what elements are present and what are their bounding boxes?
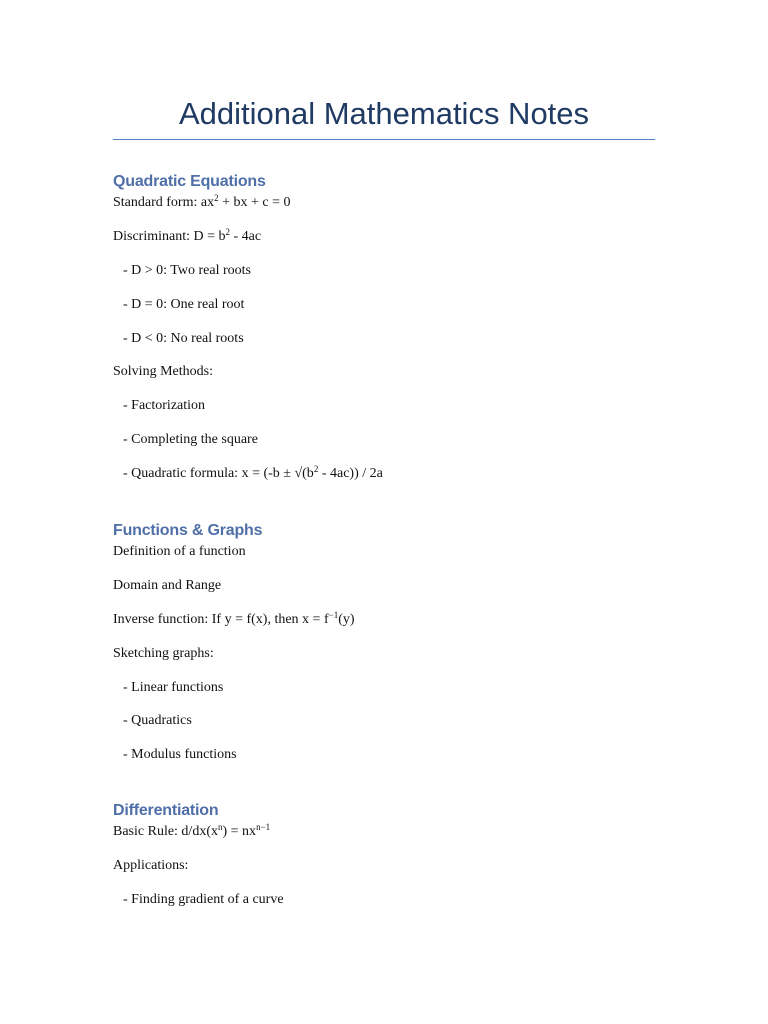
line-text: - Quadratics	[123, 713, 192, 729]
note-line	[113, 228, 655, 246]
section-heading: Differentiation	[113, 802, 219, 819]
line-text: Applications:	[113, 857, 189, 873]
line-text: Domain and Range	[113, 577, 222, 593]
line-text: - D = 0: One real root	[123, 296, 245, 312]
section-functions-graphs	[113, 520, 655, 780]
bullet-line	[113, 465, 655, 483]
superscript: n−1	[256, 822, 271, 832]
line-text: - D > 0: Two real roots	[123, 262, 251, 278]
note-line	[113, 857, 655, 875]
line-text: Definition of a function	[113, 544, 246, 559]
line-text: - D < 0: No real roots	[123, 330, 244, 346]
bullet-line	[113, 330, 655, 348]
bullet-line	[113, 679, 655, 697]
line-text: - 4ac)) / 2a	[318, 466, 383, 482]
document-title: Additional Mathematics Notes	[178, 96, 590, 131]
superscript: n	[218, 822, 223, 832]
line-text: Basic Rule: d/dx(x	[113, 824, 218, 839]
line-text: - Completing the square	[123, 432, 258, 448]
line-text: Standard form: ax	[113, 195, 215, 210]
superscript: 2	[313, 464, 319, 475]
section-heading: Functions & Graphs	[113, 522, 263, 539]
bullet-line	[113, 397, 655, 415]
section-lines	[113, 194, 655, 483]
title-underline	[113, 139, 655, 140]
line-text: - 4ac	[230, 228, 262, 244]
line-text: - Linear functions	[123, 679, 224, 695]
superscript: 2	[225, 226, 230, 237]
line-text: + bx + c = 0	[218, 195, 291, 210]
bullet-line	[113, 891, 655, 909]
line-text: Solving Methods:	[113, 364, 213, 380]
superscript: −1	[328, 609, 339, 620]
section-differentiation	[113, 800, 655, 925]
bullet-line	[113, 431, 655, 449]
line-text: Discriminant: D = b	[113, 228, 226, 244]
line-text: - Finding gradient of a curve	[123, 891, 284, 907]
section-lines	[113, 823, 655, 909]
note-line	[113, 611, 655, 629]
line-text: - Quadratic formula: x = (-b ± √(b	[123, 466, 314, 482]
note-line	[113, 363, 655, 381]
note-line	[113, 194, 655, 212]
note-line	[113, 543, 655, 561]
line-text: - Factorization	[123, 398, 206, 414]
bullet-line	[113, 262, 655, 280]
section-lines	[113, 543, 655, 764]
bullet-line	[113, 296, 655, 314]
superscript: 2	[214, 193, 219, 203]
line-text: (y)	[338, 611, 355, 627]
line-text: Inverse function: If y = f(x), then x = f	[113, 611, 329, 627]
line-text: Sketching graphs:	[113, 645, 214, 661]
bullet-line	[113, 712, 655, 730]
section-quadratic-equations	[113, 171, 655, 499]
note-line	[113, 645, 655, 663]
note-line	[113, 823, 655, 841]
bullet-line	[113, 746, 655, 764]
note-line	[113, 577, 655, 595]
section-heading: Quadratic Equations	[113, 173, 266, 190]
line-text: - Modulus functions	[123, 747, 237, 763]
line-text: ) = nx	[222, 824, 257, 839]
